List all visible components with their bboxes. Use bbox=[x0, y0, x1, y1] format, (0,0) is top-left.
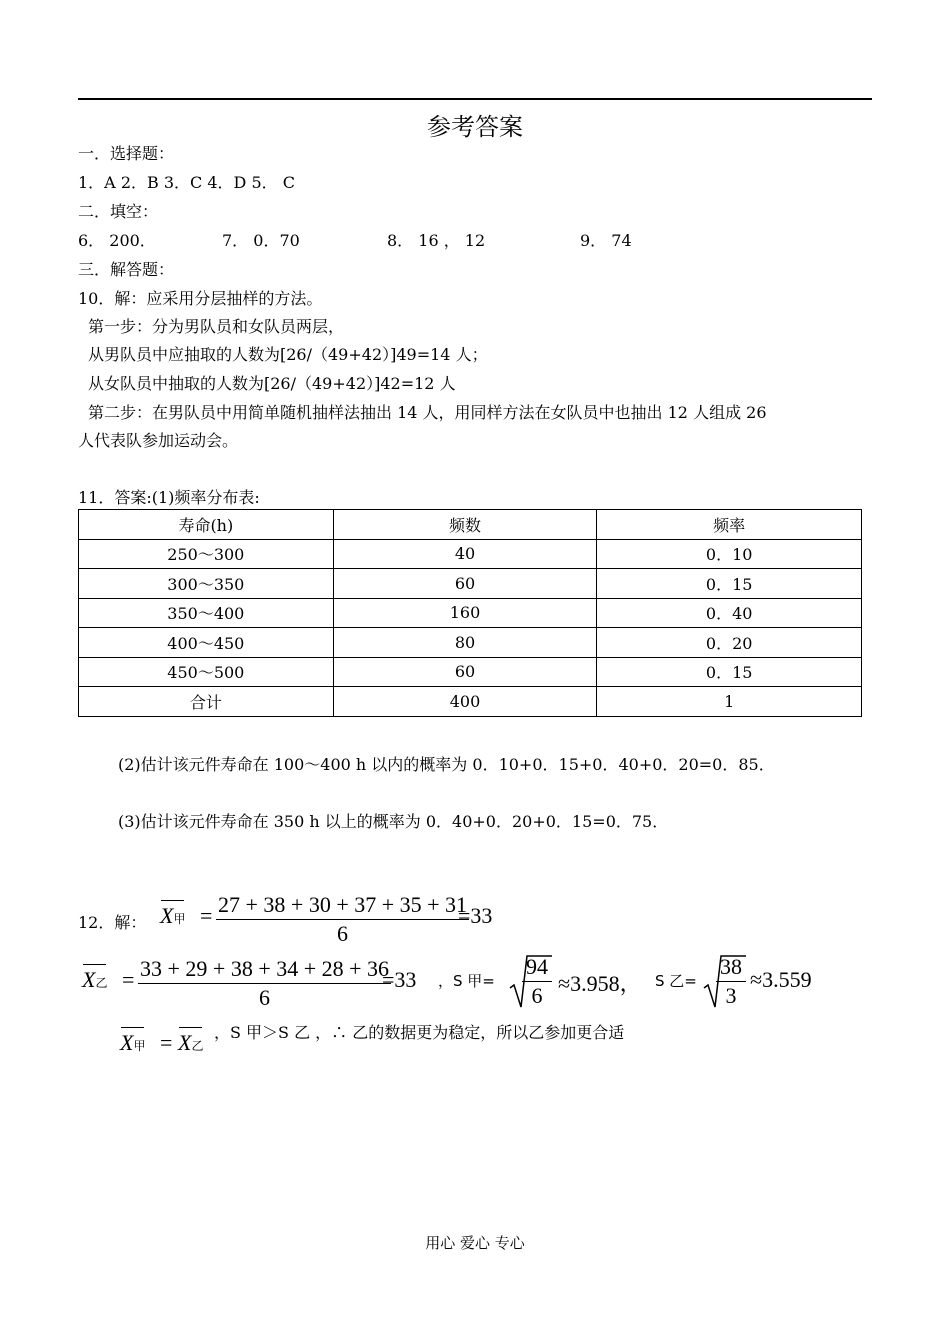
table-row-total bbox=[79, 687, 862, 717]
table-row bbox=[79, 598, 862, 628]
table-cell: 0．10 bbox=[597, 539, 862, 569]
x-bar-jia: X甲 bbox=[160, 903, 186, 928]
equals-sign: = bbox=[122, 967, 135, 992]
x-bar-yi: X乙 bbox=[178, 1030, 204, 1055]
fraction-numerator: 38 bbox=[720, 954, 742, 979]
fill-heading: 二．填空： bbox=[78, 202, 159, 221]
table-cell: 450～500 bbox=[79, 657, 334, 687]
table-cell: 400～450 bbox=[79, 628, 334, 658]
equals-sign: = bbox=[160, 1030, 173, 1055]
fraction-bar bbox=[716, 981, 746, 982]
table-cell: 0．40 bbox=[597, 598, 862, 628]
equals-sign: = bbox=[200, 903, 213, 928]
choice-heading: 一．选择题： bbox=[78, 144, 175, 163]
page-title: 参考答案 bbox=[427, 113, 523, 141]
x-bar-yi: X乙 bbox=[82, 967, 108, 992]
mean-jia-result: =33 bbox=[458, 903, 493, 928]
frequency-table bbox=[78, 509, 862, 717]
mean-yi-result: =33 bbox=[382, 967, 417, 992]
table-header-row bbox=[79, 510, 862, 540]
fraction-denominator: 6 bbox=[531, 983, 543, 1008]
s-jia-label: ，S 甲= bbox=[438, 972, 495, 990]
choice-answers: 1．A 2．B 3．C 4．D 5． C bbox=[78, 173, 295, 192]
table-cell: 300～350 bbox=[79, 569, 334, 599]
fraction-denominator: 6 bbox=[337, 921, 349, 946]
fraction-bar bbox=[216, 919, 469, 920]
page-footer: 用心 爱心 专心 bbox=[425, 1234, 525, 1252]
q11-part2: (2)估计该元件寿命在 100～400 h 以内的概率为 0．10+0．15+0．40+0．20=0．85． bbox=[118, 755, 775, 774]
table-cell: 250～300 bbox=[79, 539, 334, 569]
fraction-bar bbox=[522, 981, 552, 982]
table-cell: 合计 bbox=[79, 687, 334, 717]
fill-answer-8: 8． 16 ， 12 bbox=[387, 231, 486, 250]
fraction-s-jia bbox=[522, 954, 552, 1009]
top-rule bbox=[78, 98, 872, 100]
s-yi-value: ≈3.559 bbox=[750, 967, 812, 992]
table-cell: 350～400 bbox=[79, 598, 334, 628]
s-yi-label: S 乙= bbox=[655, 972, 697, 990]
q10-line2: 第一步：分为男队员和女队员两层， bbox=[88, 317, 345, 336]
table-cell: 400 bbox=[333, 687, 597, 717]
x-bar-jia: X甲 bbox=[120, 1030, 146, 1055]
q12-label: 12．解： bbox=[78, 913, 147, 932]
table-cell: 80 bbox=[333, 628, 597, 658]
table-cell: 40 bbox=[333, 539, 597, 569]
fraction-mean-yi bbox=[138, 956, 391, 1011]
q10-line3: 从男队员中应抽取的人数为[26/（49+42）]49=14 人； bbox=[88, 345, 488, 364]
q10-line1: 10．解：应采用分层抽样的方法。 bbox=[78, 289, 323, 308]
table-cell: 0．15 bbox=[597, 569, 862, 599]
table-row bbox=[79, 569, 862, 599]
fraction-numerator: 27 + 38 + 30 + 37 + 35 + 31 bbox=[218, 892, 468, 917]
fraction-s-yi bbox=[716, 954, 746, 1009]
table-row bbox=[79, 628, 862, 658]
table-header: 频率 bbox=[597, 510, 862, 540]
fraction-bar bbox=[138, 983, 391, 984]
table-cell: 60 bbox=[333, 569, 597, 599]
table-cell: 0．20 bbox=[597, 628, 862, 658]
fraction-denominator: 6 bbox=[259, 985, 271, 1010]
solve-heading: 三．解答题： bbox=[78, 260, 175, 279]
q10-line6: 人代表队参加运动会。 bbox=[78, 431, 239, 450]
fraction-mean-jia bbox=[216, 892, 469, 947]
q10-line4: 从女队员中抽取的人数为[26/（49+42）]42=12 人 bbox=[88, 374, 456, 393]
table-header: 寿命(h) bbox=[79, 510, 334, 540]
q11-heading: 11．答案:(1)频率分布表: bbox=[78, 488, 260, 507]
fill-answer-6: 6． 200． bbox=[78, 231, 156, 250]
table-header: 频数 bbox=[333, 510, 597, 540]
table-cell: 60 bbox=[333, 657, 597, 687]
fraction-numerator: 33 + 29 + 38 + 34 + 28 + 36 bbox=[140, 956, 390, 981]
table-cell: 0．15 bbox=[597, 657, 862, 687]
table-row bbox=[79, 539, 862, 569]
q11-part3: (3)估计该元件寿命在 350 h 以上的概率为 0．40+0．20+0．15=0．75． bbox=[118, 812, 669, 831]
table-row bbox=[79, 657, 862, 687]
q10-line5: 第二步：在男队员中用简单随机抽样法抽出 14 人，用同样方法在女队员中也抽出 12 人组成 26 bbox=[88, 403, 767, 422]
fraction-denominator: 3 bbox=[725, 983, 737, 1008]
fill-answer-7: 7． 0．70 bbox=[222, 231, 300, 250]
s-jia-value: ≈3.958， bbox=[558, 971, 642, 996]
fill-answer-9: 9． 74 bbox=[580, 231, 632, 250]
q12-conclusion: ，S 甲＞S 乙 ，∴ 乙的数据更为稳定，所以乙参加更合适 bbox=[214, 1023, 625, 1042]
table-cell: 160 bbox=[333, 598, 597, 628]
table-cell: 1 bbox=[597, 687, 862, 717]
fraction-numerator: 94 bbox=[526, 954, 548, 979]
